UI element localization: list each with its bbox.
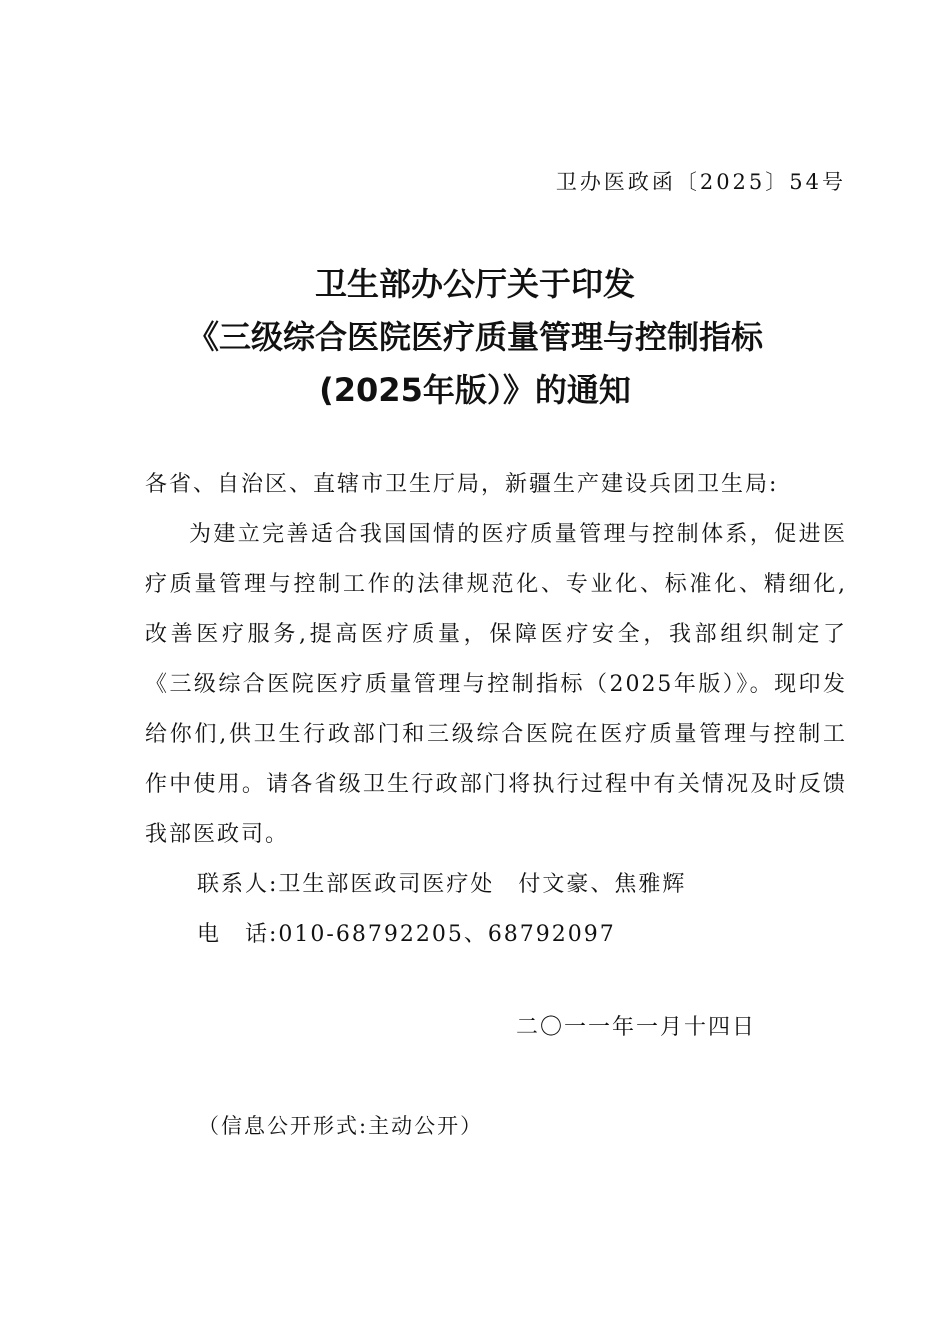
document-title [0,258,950,417]
document-body [145,460,847,960]
title-line-2: 《三级综合医院医疗质量管理与控制指标 [186,318,763,356]
addressee: 各省、自治区、直辖市卫生厅局，新疆生产建设兵团卫生局: [145,472,779,497]
contact-person: 联系人:卫生部医政司医疗处 付文豪、焦雅辉 [197,872,687,897]
title-line-1: 卫生部办公厅关于印发 [314,265,635,303]
body-paragraph: 为建立完善适合我国国情的医疗质量管理与控制体系，促进医疗质量管理与控制工作的法律规范化、专业化、标准化、精细化,改善医疗服务,提高医疗质量，保障医疗安全，我部组织制定了《三级综合医院医疗质量管理与控制指标（2025年版）》。现印发给你们,供卫生行政部门和三级综合医院在医疗质量管理与控制工作中使用。请各省级卫生行政部门将执行过程中有关情况及时反馈我部医政司。 [145,522,847,847]
title-line-3: (2025年版）》的通知 [319,371,631,409]
disclosure-note: （信息公开形式:主动公开） [198,1114,484,1138]
document-number: 卫办医政函〔2025〕54号 [555,170,846,194]
issue-date: 二〇一一年一月十四日 [516,1015,757,1040]
contact-phone: 电 话:010-68792205、68792097 [197,922,616,947]
